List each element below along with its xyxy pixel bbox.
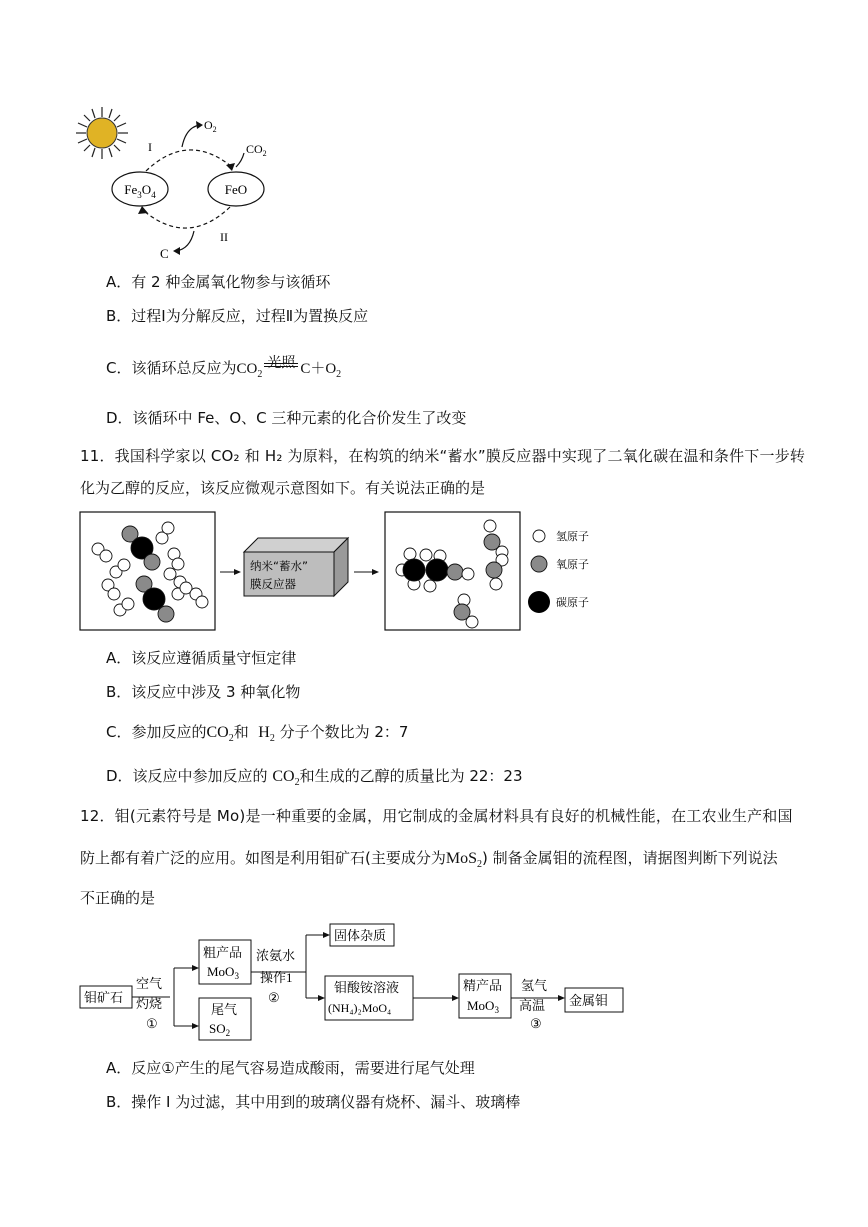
q11-option-b: B．该反应中涉及 3 种氧化物	[106, 683, 301, 701]
svg-text:氢气: 氢气	[521, 978, 548, 993]
co2-label: $CO_2$	[246, 142, 267, 158]
q11-option-d: D．该反应中参加反应的 $CO_2$和生成的乙醇的质量比为 22：23	[106, 767, 523, 789]
q12-stem-line-3: 不正确的是	[80, 889, 156, 907]
atom-legend	[528, 529, 589, 613]
svg-text:MoO3: MoO$_3$	[467, 998, 499, 1015]
q12-stem-line-2: 防上都有着广泛的应用。如图是利用钼矿石(主要成分为MoS$_2$) 制备金属钼的流程图，请据图判断下列说法	[80, 849, 778, 871]
svg-text:钼酸铵溶液: 钼酸铵溶液	[334, 980, 400, 995]
q11-option-c: C．参加反应的$CO_2$和 $H_2$ 分子个数比为 2：7	[106, 723, 409, 745]
carbon-atom-icon	[528, 591, 550, 613]
svg-text:操作1: 操作1	[260, 970, 293, 985]
q10-option-a: A．有 2 种金属氧化物参与该循环	[106, 273, 331, 291]
svg-text:②: ②	[268, 990, 280, 1005]
process-1-label: I	[148, 140, 152, 154]
oxygen-atom-icon	[531, 556, 547, 572]
process-2-label: II	[220, 230, 228, 244]
svg-text:精产品: 精产品	[463, 978, 503, 993]
feo-label: FeO	[224, 182, 248, 197]
svg-text:金属钼: 金属钼	[569, 993, 609, 1008]
svg-text:③: ③	[530, 1016, 542, 1031]
c-label: C	[160, 246, 169, 261]
svg-text:①: ①	[146, 1016, 158, 1031]
fe3o4-node	[112, 172, 168, 206]
svg-text:碳原子: 碳原子	[556, 596, 589, 609]
q10-option-b: B．过程Ⅰ为分解反应，过程Ⅱ为置换反应	[106, 307, 369, 325]
process-1-arc	[146, 150, 232, 171]
q12-option-a: A．反应①产生的尾气容易造成酸雨，需要进行尾气处理	[106, 1059, 475, 1077]
q11-stem-line-1: 11．我国科学家以 CO₂ 和 H₂ 为原料，在构筑的纳米“蓄水”膜反应器中实现了二氧化碳在温和条件下一步转	[80, 447, 806, 465]
svg-text:浓氨水: 浓氨水	[256, 948, 296, 963]
svg-text:粗产品: 粗产品	[203, 945, 243, 960]
process-2-arc	[144, 207, 230, 228]
svg-text:高温: 高温	[519, 998, 546, 1013]
q11-reaction-diagram	[78, 508, 618, 634]
svg-text:灼烧: 灼烧	[136, 996, 163, 1011]
svg-text:(NH₄)₂MoO₄: (NH₄)₂MoO₄	[328, 1001, 392, 1015]
reactants-box	[80, 512, 215, 630]
svg-text:钼矿石: 钼矿石	[84, 990, 124, 1005]
q11-stem-line-2: 化为乙醇的反应，该反应微观示意图如下。有关说法正确的是	[80, 479, 486, 497]
nano-reactor	[244, 538, 348, 596]
fe3o4-label: $Fe_3O_4$	[124, 182, 156, 200]
q10-option-c: C．该循环总反应为$CO_2$ 光照 $C+O_2$	[106, 355, 342, 380]
svg-text:氢原子: 氢原子	[556, 530, 589, 543]
svg-text:MoO3: MoO$_3$	[207, 964, 239, 981]
q10-option-c-prefix: C．该循环总反应为	[106, 359, 237, 377]
svg-text:膜反应器: 膜反应器	[250, 577, 296, 591]
q10-option-d: D．该循环中 Fe、O、C 三种元素的化合价发生了改变	[106, 409, 467, 427]
svg-text:纳米“蓄水”: 纳米“蓄水”	[250, 559, 308, 573]
svg-text:SO2: $SO_2$	[209, 1021, 231, 1038]
svg-text:固体杂质: 固体杂质	[334, 928, 387, 943]
molybdenum-flowchart	[78, 918, 638, 1044]
q12-option-b: B．操作 I 为过滤，其中用到的玻璃仪器有烧杯、漏斗、玻璃棒	[106, 1093, 521, 1111]
o2-label: $O_2$	[204, 118, 217, 134]
hydrogen-atom-icon	[533, 530, 545, 542]
svg-text:尾气: 尾气	[211, 1002, 238, 1017]
svg-text:空气: 空气	[136, 976, 163, 991]
sun-icon	[76, 107, 128, 159]
q12-stem-line-1: 12．钼(元素符号是 Mo)是一种重要的金属，用它制成的金属材料具有良好的机械性能，在工农业生产和国	[80, 807, 793, 825]
iron-oxide-cycle-diagram	[60, 105, 300, 265]
q11-option-a: A．该反应遵循质量守恒定律	[106, 649, 297, 667]
svg-text:氧原子: 氧原子	[556, 558, 589, 571]
